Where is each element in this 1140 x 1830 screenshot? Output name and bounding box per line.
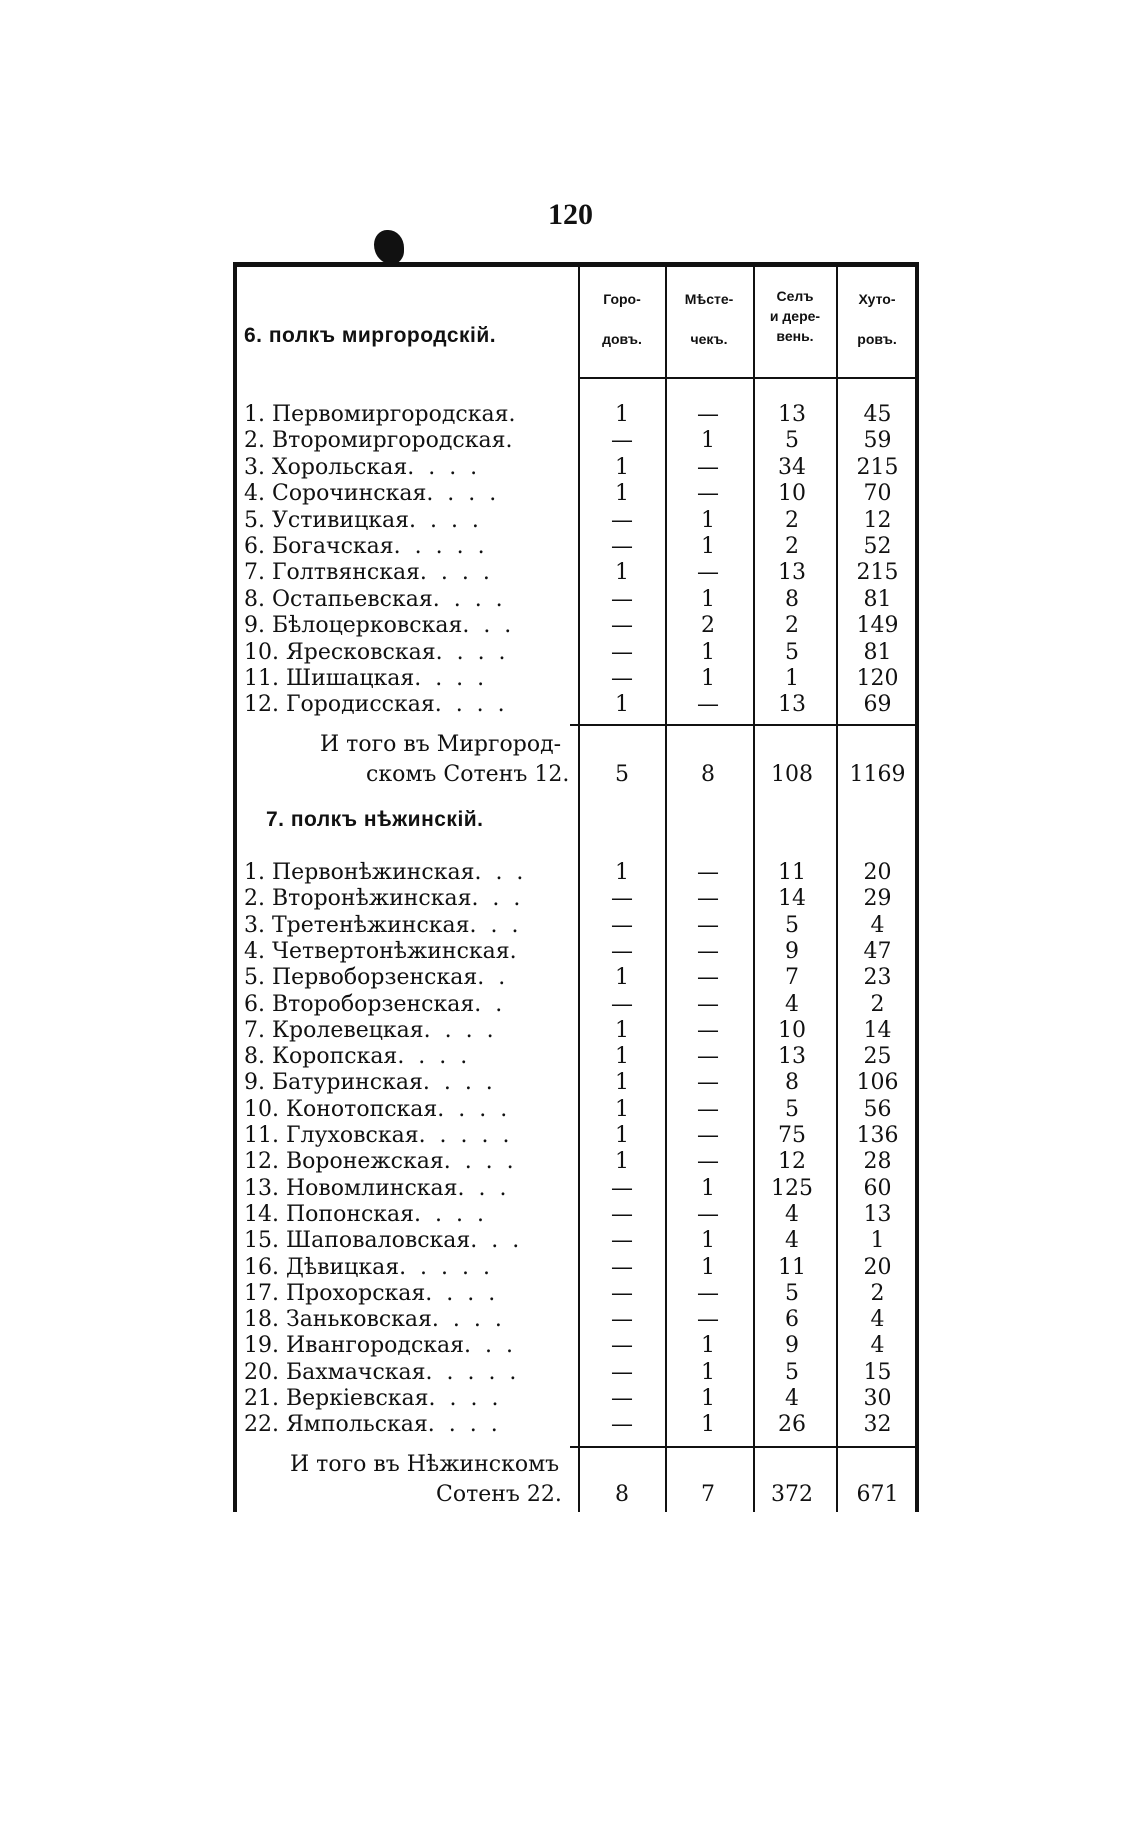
cell-mestechek: — <box>697 1044 719 1070</box>
cell-villages: 8 <box>785 586 799 612</box>
cell-khutors: 23 <box>863 965 892 991</box>
table-row <box>238 613 913 639</box>
table-row <box>238 886 913 912</box>
header-towns-line2: довъ. <box>602 331 642 347</box>
cell-khutors: 2 <box>870 1280 885 1306</box>
cell-mestechek: — <box>697 481 719 507</box>
row-name: 4. Сорочинская. . . . <box>244 481 497 507</box>
header-rule <box>580 377 919 379</box>
cell-khutors: 52 <box>863 534 892 559</box>
cell-towns: 1 <box>615 1149 629 1175</box>
cell-towns: — <box>611 1175 633 1201</box>
cell-towns: — <box>611 991 633 1017</box>
cell-khutors: 2 <box>870 991 885 1017</box>
table-row <box>238 1360 913 1386</box>
cell-villages: 5 <box>785 1096 799 1122</box>
subtotal-rule <box>570 1446 919 1448</box>
cell-khutors: 15 <box>863 1359 892 1385</box>
row-name: 10. Конотопская. . . . <box>244 1096 508 1122</box>
cell-villages: 8 <box>785 1070 799 1096</box>
row-name: 19. Ивангородская. . . <box>244 1333 513 1359</box>
cell-villages: 13 <box>778 1044 806 1070</box>
cell-mestechek: 1 <box>701 1386 715 1411</box>
cell-khutors: 1 <box>870 1228 885 1254</box>
table-row <box>238 508 913 534</box>
cell-towns: — <box>611 1412 633 1438</box>
cell-towns: 1 <box>615 965 629 991</box>
row-name: 9. Бѣлоцерковская. . . <box>244 613 512 639</box>
row-name: 18. Заньковская. . . . <box>244 1307 502 1333</box>
header-villages-line3: вень. <box>776 328 814 344</box>
table-row <box>238 1255 913 1281</box>
cell-villages: 2 <box>785 534 799 559</box>
table-row <box>238 1018 913 1044</box>
cell-khutors: 12 <box>863 507 892 533</box>
row-name: 22. Ямпольская. . . . <box>244 1412 498 1438</box>
cell-villages: 5 <box>785 639 799 665</box>
table-row <box>238 1412 913 1438</box>
cell-towns: 1 <box>615 1123 629 1148</box>
row-name: 1. Первомиргородская. <box>244 402 516 427</box>
cell-towns: — <box>611 586 633 612</box>
cell-khutors: 4 <box>870 912 885 938</box>
total-label-line1: И того въ Миргород- <box>320 732 562 757</box>
cell-towns: — <box>611 1201 633 1227</box>
total-khutors: 671 <box>856 1482 899 1507</box>
table-row <box>238 1149 913 1175</box>
table-row <box>238 1228 913 1254</box>
cell-towns: 1 <box>615 1096 629 1122</box>
cell-villages: 2 <box>785 613 799 639</box>
cell-villages: 5 <box>785 428 799 454</box>
table-row <box>238 666 913 692</box>
cell-khutors: 13 <box>863 1201 892 1227</box>
cell-villages: 13 <box>778 560 806 586</box>
header-khutors-line2: ровъ. <box>857 331 897 347</box>
cell-mestechek: — <box>697 938 719 964</box>
row-name: 12. Городисская. . . . <box>244 692 505 718</box>
ink-blot <box>374 230 404 264</box>
total-mestechek: 8 <box>701 762 715 787</box>
header-villages <box>755 286 835 346</box>
table-row <box>238 402 913 428</box>
table-row <box>238 1176 913 1202</box>
cell-mestechek: — <box>697 1280 719 1306</box>
total-label-line2: скомъ Сотенъ 12. <box>366 762 570 787</box>
row-name: 16. Дѣвицкая. . . . . <box>244 1254 490 1280</box>
table-row <box>238 939 913 965</box>
cell-mestechek: — <box>697 1070 719 1096</box>
cell-towns: 1 <box>615 1044 629 1070</box>
cell-villages: 7 <box>785 965 799 991</box>
cell-villages: 12 <box>778 1149 806 1175</box>
row-name: 21. Веркіевская. . . . <box>244 1386 499 1411</box>
cell-khutors: 4 <box>870 1333 885 1359</box>
row-name: 2. Второмиргородская. <box>244 428 513 454</box>
cell-khutors: 81 <box>863 586 892 612</box>
row-name: 5. Устивицкая. . . . <box>244 507 479 533</box>
cell-towns: — <box>611 534 633 559</box>
total-label-line2: Сотенъ 22. <box>436 1482 562 1507</box>
cell-khutors: 106 <box>856 1070 899 1096</box>
cell-villages: 4 <box>785 1201 799 1227</box>
subtotal-rule <box>570 724 919 726</box>
row-name: 1. Первонѣжинская. . . <box>244 860 524 885</box>
cell-villages: 4 <box>785 991 799 1017</box>
cell-khutors: 56 <box>863 1096 892 1122</box>
cell-towns: — <box>611 1359 633 1385</box>
cell-mestechek: 1 <box>701 534 715 559</box>
table-row <box>238 587 913 613</box>
row-name: 15. Шаповаловская. . . <box>244 1228 520 1254</box>
cell-mestechek: 1 <box>701 1228 715 1254</box>
table-row <box>238 534 913 560</box>
total-label-line1: И того въ Нѣжинскомъ <box>290 1452 560 1477</box>
row-name: 8. Коропская. . . . <box>244 1044 468 1070</box>
table-row <box>238 992 913 1018</box>
cell-mestechek: — <box>697 1017 719 1043</box>
cell-khutors: 136 <box>856 1123 899 1148</box>
cell-mestechek: 1 <box>701 1359 715 1385</box>
table-row <box>238 428 913 454</box>
cell-towns: — <box>611 1307 633 1333</box>
table-row <box>238 965 913 991</box>
table-row <box>238 455 913 481</box>
cell-khutors: 59 <box>863 428 892 454</box>
header-mestechek-line2: чекъ. <box>690 331 728 347</box>
cell-mestechek: — <box>697 991 719 1017</box>
cell-khutors: 47 <box>863 938 892 964</box>
cell-villages: 125 <box>771 1175 813 1201</box>
cell-towns: 1 <box>615 860 629 885</box>
cell-mestechek: — <box>697 965 719 991</box>
cell-mestechek: — <box>697 692 719 718</box>
table-row <box>238 1202 913 1228</box>
table-row <box>238 640 913 666</box>
row-name: 10. Яресковская. . . . <box>244 639 506 665</box>
cell-towns: — <box>611 1228 633 1254</box>
cell-mestechek: 1 <box>701 1333 715 1359</box>
cell-towns: 1 <box>615 402 629 427</box>
cell-towns: 1 <box>615 692 629 718</box>
row-name: 7. Кролевецкая. . . . <box>244 1017 494 1043</box>
table-row <box>238 1386 913 1412</box>
cell-khutors: 20 <box>863 1254 892 1280</box>
cell-villages: 26 <box>778 1412 806 1438</box>
cell-villages: 4 <box>785 1386 799 1411</box>
cell-mestechek: 2 <box>701 613 715 639</box>
row-name: 7. Голтвянская. . . . <box>244 560 490 586</box>
table-row <box>238 692 913 718</box>
cell-mestechek: 1 <box>701 428 715 454</box>
cell-khutors: 29 <box>863 886 892 912</box>
cell-towns: — <box>611 886 633 912</box>
header-towns-line1: Горо- <box>603 291 641 307</box>
cell-mestechek: — <box>697 560 719 586</box>
cell-towns: 1 <box>615 560 629 586</box>
cell-khutors: 120 <box>856 666 899 691</box>
cell-villages: 1 <box>785 666 799 691</box>
cell-mestechek: 1 <box>701 1412 715 1438</box>
row-name: 9. Батуринская. . . . <box>244 1070 493 1096</box>
cell-khutors: 4 <box>870 1307 885 1333</box>
cell-khutors: 25 <box>863 1044 892 1070</box>
regiment-6-total <box>238 730 913 794</box>
cell-towns: — <box>611 912 633 938</box>
page-number: 120 <box>548 198 593 231</box>
row-name: 4. Четвертонѣжинская. <box>244 938 517 964</box>
header-villages-line1: Селъ <box>776 288 814 304</box>
row-name: 11. Глуховская. . . . . <box>244 1123 510 1148</box>
cell-mestechek: — <box>697 454 719 480</box>
table-row <box>238 1333 913 1359</box>
table-row <box>238 1123 913 1149</box>
cell-towns: 1 <box>615 454 629 480</box>
table-row <box>238 1044 913 1070</box>
table-row <box>238 481 913 507</box>
table-row <box>238 1307 913 1333</box>
cell-towns: 1 <box>615 1070 629 1096</box>
cell-mestechek: — <box>697 402 719 427</box>
cell-mestechek: — <box>697 1096 719 1122</box>
cell-khutors: 20 <box>863 860 892 885</box>
cell-mestechek: — <box>697 1307 719 1333</box>
table-row <box>238 560 913 586</box>
header-mestechek-line1: Мѣсте- <box>684 291 734 307</box>
header-villages-line2: и дере- <box>769 308 821 324</box>
cell-towns: — <box>611 613 633 639</box>
row-name: 5. Первоборзенская. . <box>244 965 506 991</box>
cell-khutors: 70 <box>863 481 892 507</box>
cell-villages: 5 <box>785 912 799 938</box>
row-name: 17. Прохорская. . . . <box>244 1280 496 1306</box>
total-villages: 372 <box>771 1482 813 1507</box>
cell-mestechek: 1 <box>701 639 715 665</box>
cell-villages: 10 <box>778 481 806 507</box>
row-name: 6. Второборзенская. . <box>244 991 503 1017</box>
cell-towns: 1 <box>615 481 629 507</box>
cell-mestechek: — <box>697 1201 719 1227</box>
total-mestechek: 7 <box>701 1482 715 1507</box>
regiment-7-total <box>238 1450 913 1514</box>
row-name: 3. Хорольская. . . . <box>244 454 478 480</box>
header-mestechek <box>667 286 751 352</box>
cell-villages: 5 <box>785 1359 799 1385</box>
cell-mestechek: — <box>697 860 719 885</box>
cell-khutors: 14 <box>863 1017 892 1043</box>
row-name: 3. Третенѣжинская. . . <box>244 912 519 938</box>
cell-khutors: 30 <box>863 1386 892 1411</box>
cell-villages: 13 <box>778 692 806 718</box>
cell-villages: 4 <box>785 1228 799 1254</box>
cell-villages: 75 <box>778 1123 806 1148</box>
cell-mestechek: 1 <box>701 1175 715 1201</box>
cell-mestechek: — <box>697 1149 719 1175</box>
row-name: 2. Второнѣжинская. . . <box>244 886 521 912</box>
cell-towns: — <box>611 666 633 691</box>
cell-towns: — <box>611 428 633 454</box>
cell-khutors: 60 <box>863 1175 892 1201</box>
total-towns: 8 <box>615 1482 629 1507</box>
table-row <box>238 860 913 886</box>
cell-mestechek: — <box>697 886 719 912</box>
cell-towns: 1 <box>615 1017 629 1043</box>
row-name: 13. Новомлинская. . . <box>244 1175 507 1201</box>
regiment-7-title: 7. полкъ нѣжинскій. <box>266 808 484 831</box>
row-name: 8. Остапьевская. . . . <box>244 586 503 612</box>
cell-villages: 6 <box>785 1307 799 1333</box>
cell-towns: — <box>611 639 633 665</box>
cell-mestechek: — <box>697 912 719 938</box>
row-name: 12. Воронежская. . . . <box>244 1149 514 1175</box>
cell-khutors: 215 <box>856 454 899 480</box>
cell-towns: — <box>611 1254 633 1280</box>
cell-villages: 9 <box>785 938 799 964</box>
cell-khutors: 32 <box>863 1412 892 1438</box>
header-khutors-line1: Хуто- <box>858 291 896 307</box>
cell-villages: 14 <box>778 886 806 912</box>
table-row <box>238 1097 913 1123</box>
cell-villages: 34 <box>778 454 806 480</box>
cell-villages: 9 <box>785 1333 799 1359</box>
cell-towns: — <box>611 938 633 964</box>
total-khutors: 1169 <box>849 762 906 787</box>
cell-villages: 10 <box>778 1017 806 1043</box>
total-villages: 108 <box>771 762 813 787</box>
cell-villages: 5 <box>785 1280 799 1306</box>
cell-towns: — <box>611 1280 633 1306</box>
cell-khutors: 28 <box>863 1149 892 1175</box>
header-khutors <box>838 286 916 352</box>
cell-towns: — <box>611 1386 633 1411</box>
cell-khutors: 69 <box>863 692 892 718</box>
cell-towns: — <box>611 1333 633 1359</box>
cell-villages: 2 <box>785 507 799 533</box>
cell-khutors: 215 <box>856 560 899 586</box>
cell-khutors: 149 <box>856 613 899 639</box>
row-name: 14. Попонская. . . . <box>244 1201 484 1227</box>
cell-villages: 11 <box>778 860 806 885</box>
table-row <box>238 1070 913 1096</box>
table-row <box>238 1281 913 1307</box>
cell-mestechek: 1 <box>701 666 715 691</box>
row-name: 11. Шишацкая. . . . <box>244 666 485 691</box>
row-name: 6. Богачская. . . . . <box>244 534 485 559</box>
table-row <box>238 913 913 939</box>
cell-towns: — <box>611 507 633 533</box>
cell-villages: 11 <box>778 1254 806 1280</box>
cell-mestechek: — <box>697 1123 719 1148</box>
cell-mestechek: 1 <box>701 1254 715 1280</box>
total-towns: 5 <box>615 762 629 787</box>
cell-mestechek: 1 <box>701 507 715 533</box>
cell-khutors: 45 <box>863 402 892 427</box>
row-name: 20. Бахмачская. . . . . <box>244 1359 517 1385</box>
cell-khutors: 81 <box>863 639 892 665</box>
cell-villages: 13 <box>778 402 806 427</box>
header-towns <box>580 286 664 352</box>
cell-mestechek: 1 <box>701 586 715 612</box>
regiment-6-title: 6. полкъ миргородскій. <box>244 324 497 347</box>
